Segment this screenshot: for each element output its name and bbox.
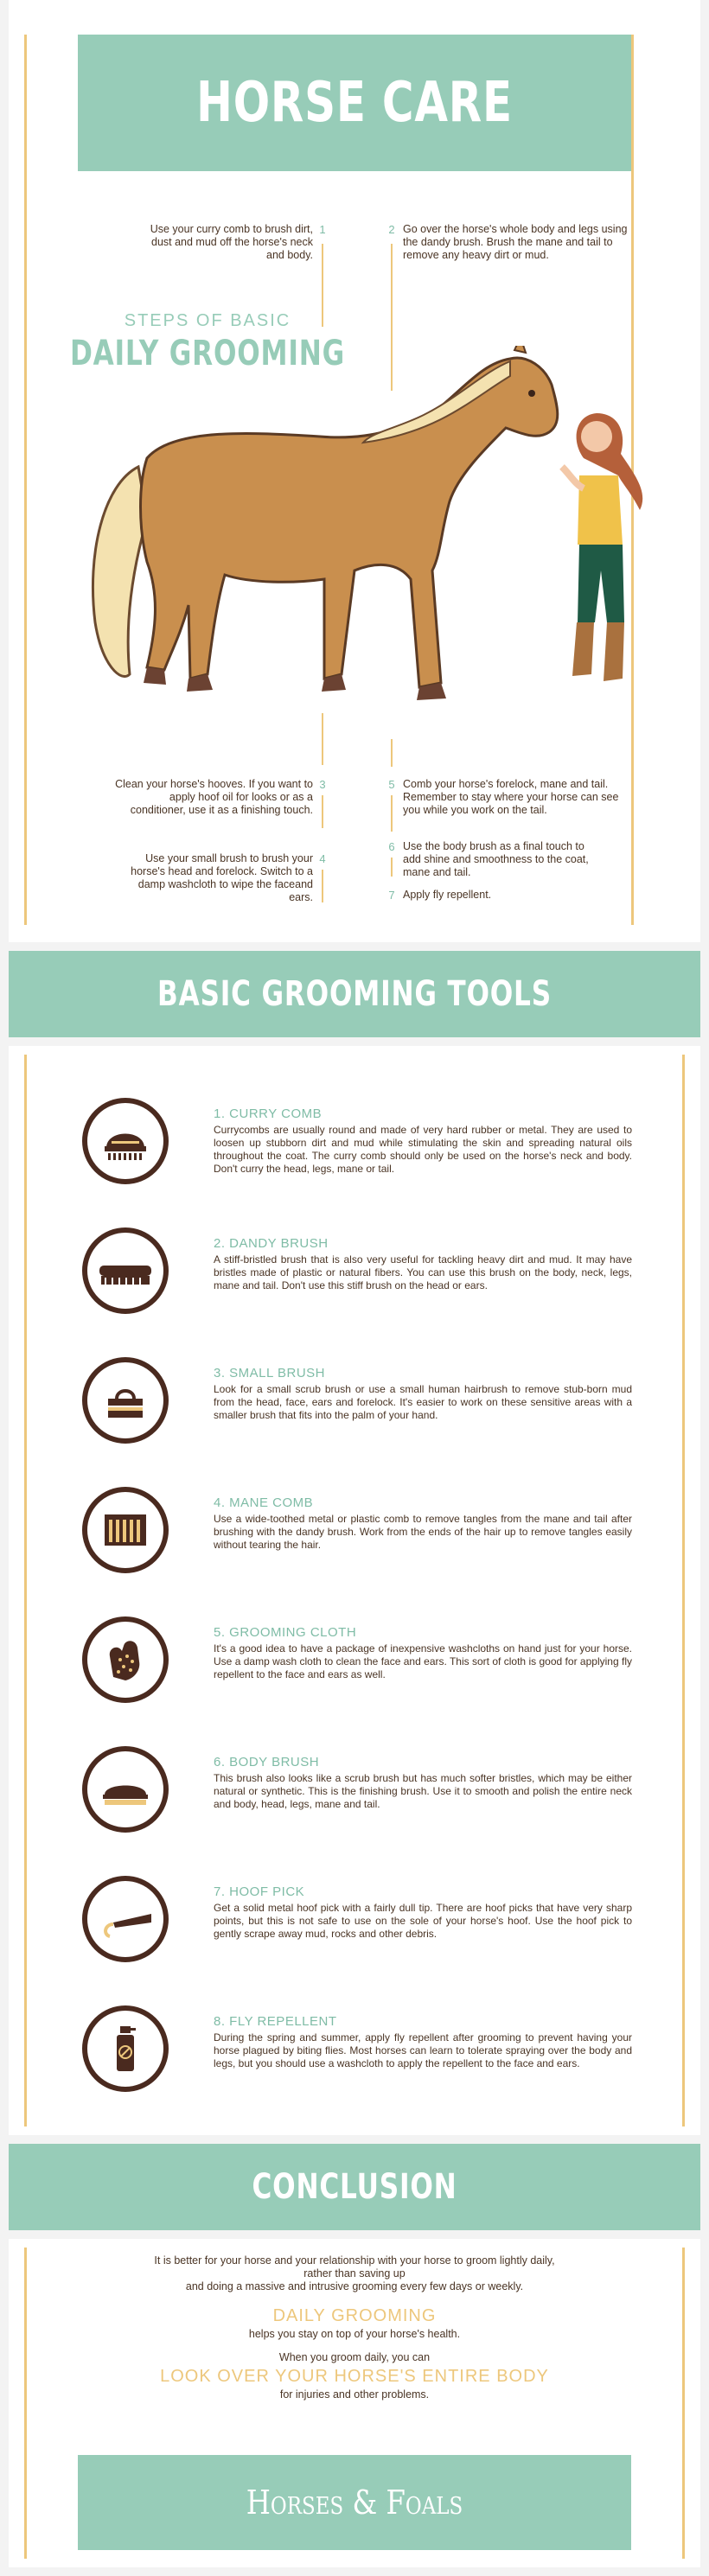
step-4-text: Use your small brush to brush your horse's head and forelock. Switch to a damp washcloth to wipe the faceand ears. — [131, 852, 313, 903]
spray-bottle-icon — [82, 2005, 169, 2092]
dandy-brush-icon — [82, 1227, 169, 1314]
tool-item — [9, 1608, 700, 1712]
step-6-line — [391, 858, 393, 877]
curry-comb-icon — [82, 1098, 169, 1184]
footer-brand: Horses & Foals — [246, 2484, 463, 2522]
tool-item — [9, 1997, 700, 2101]
tool-description: During the spring and summer, apply fly repellent after grooming to prevent having your horse plagued by biting flies. Most horses can learn to tolerate spraying over the body and legs, but you should use a washcloth to apply the repellent to the face and ears. — [214, 2031, 632, 2069]
step-3-line — [322, 713, 323, 765]
step-4-number: 4 — [319, 852, 326, 865]
conclusion-line-3: and doing a massive and intrusive grooming every few days or weekly. — [185, 2280, 524, 2292]
tool-title: 6. BODY BRUSH — [214, 1755, 320, 1769]
tools-panel — [9, 1046, 700, 2135]
tool-item — [9, 1089, 700, 1193]
tool-item — [9, 1738, 700, 1841]
tool-description: It's a good idea to have a package of inexpensive washcloths on hand just for your horse. Use a damp wash cloth to clean the face and ears. This sort of cloth is good for applying fly repellent to the face and ears as well. — [214, 1642, 632, 1680]
step-5-line — [391, 739, 393, 767]
step-5-line-2 — [391, 795, 393, 832]
tools-title: BASIC GROOMING TOOLS — [157, 974, 552, 1014]
conclusion-line-4: helps you stay on top of your horse's health. — [248, 2328, 461, 2340]
step-7-text: Apply fly repellent. — [403, 889, 492, 901]
conclusion-right-line — [682, 2248, 685, 2559]
tool-title: 2. DANDY BRUSH — [214, 1236, 329, 1251]
hoof-pick-icon — [82, 1876, 169, 1962]
step-1-number: 1 — [319, 223, 326, 236]
conclusion-left-line — [24, 2248, 27, 2559]
tool-title: 4. MANE COMB — [214, 1495, 314, 1510]
tool-description: Currycombs are usually round and made of very hard rubber or metal. They are used to loosen up stubborn dirt and mud while stimulating the skin and spreading natural oils throughout the coat. The curry comb should only be used on the horse's neck and body. Don't curry the head, legs, mane or tail. — [214, 1124, 632, 1175]
step-1-text: Use your curry comb to brush dirt, dust and mud off the horse's neck and body. — [150, 223, 313, 261]
steps-subtitle: STEPS OF BASIC — [124, 311, 291, 330]
tool-item — [9, 1867, 700, 1971]
tool-item — [9, 1478, 700, 1582]
conclusion-line-6: for injuries and other problems. — [279, 2388, 430, 2401]
page-title: HORSE CARE — [196, 71, 513, 135]
horse-and-girl-illustration — [78, 346, 648, 735]
grooming-mitt-icon — [82, 1616, 169, 1703]
step-3-number: 3 — [319, 778, 326, 791]
conclusion-banner — [9, 2144, 700, 2230]
tool-title: 5. GROOMING CLOTH — [214, 1625, 357, 1640]
grooming-steps-panel — [9, 0, 700, 942]
tool-title: 7. HOOF PICK — [214, 1884, 305, 1899]
steps-title: DAILY GROOMING — [69, 334, 346, 373]
header-banner — [78, 35, 631, 171]
tool-title: 3. SMALL BRUSH — [214, 1366, 325, 1380]
tool-description: Use a wide-toothed metal or plastic comb to remove tangles from the mane and tail after brushing with the dandy brush. Work from the ends of the hair up to remove tangles easily without tearing the hair. — [214, 1513, 632, 1551]
step-7-number: 7 — [388, 889, 395, 902]
tool-title: 1. CURRY COMB — [214, 1106, 323, 1121]
footer-banner — [78, 2455, 631, 2550]
conclusion-line-2: rather than saving up — [303, 2267, 406, 2280]
conclusion-line-5: When you groom daily, you can — [278, 2351, 431, 2363]
tool-description: Get a solid metal hoof pick with a fairly dull tip. There are hoof picks that have very sharp points, but this is not safe to use on the sole of your horse's hoof. Use the hoof pick to gently scrape away mud, rocks and other debris. — [214, 1902, 632, 1940]
tool-description: This brush also looks like a scrub brush but has much softer bristles, which may be either natural or synthetic. This is the finishing brush. Use it to smooth and polish the entire neck and body, head, legs, mane and tail. — [214, 1772, 632, 1810]
step-3-line-2 — [322, 795, 323, 828]
tool-item — [9, 1349, 700, 1452]
small-brush-icon — [82, 1357, 169, 1444]
step-2-text: Go over the horse's whole body and legs using the dandy brush. Brush the mane and tail to remove any heavy dirt or mud. — [403, 223, 628, 261]
step-3-text: Clean your horse's hooves. If you want to apply hoof oil for looks or as a conditioner, use it as a finishing touch. — [115, 778, 313, 816]
conclusion-panel — [9, 2239, 700, 2567]
step-5-text: Comb your horse's forelock, mane and tail. Remember to stay where your horse can see you while you work on the tail. — [403, 778, 619, 816]
tool-description: Look for a small scrub brush or use a small human hairbrush to remove stub-born mud from the head, face, ears and forelock. It's easier to work on these sensitive areas with a smaller brush that fits into the palm of your hand. — [214, 1383, 632, 1421]
tools-banner — [9, 951, 700, 1037]
step-2-number: 2 — [388, 223, 395, 236]
step-5-number: 5 — [388, 778, 395, 791]
tool-description: A stiff-bristled brush that is also very useful for tackling heavy dirt and mud. It may have bristles made of plastic or natural fibers. You can use this brush on the body, neck, legs, mane and tail. Don't use this stiff brush on the head or ears. — [214, 1253, 632, 1291]
step-4-line — [322, 870, 323, 902]
left-border-line — [24, 35, 27, 925]
conclusion-highlight-1: DAILY GROOMING — [272, 2306, 437, 2325]
step-6-number: 6 — [388, 840, 395, 853]
conclusion-title: CONCLUSION — [252, 2167, 457, 2207]
tool-title: 8. FLY REPELLENT — [214, 2014, 337, 2029]
body-brush-icon — [82, 1746, 169, 1833]
mane-comb-icon — [82, 1487, 169, 1573]
conclusion-line-1: It is better for your horse and your relationship with your horse to groom lightly daily, — [154, 2254, 555, 2267]
step-6-text: Use the body brush as a final touch to add shine and smoothness to the coat, mane and tail. — [403, 840, 589, 878]
conclusion-highlight-2: LOOK OVER YOUR HORSE'S ENTIRE BODY — [160, 2367, 549, 2386]
tool-item — [9, 1219, 700, 1323]
